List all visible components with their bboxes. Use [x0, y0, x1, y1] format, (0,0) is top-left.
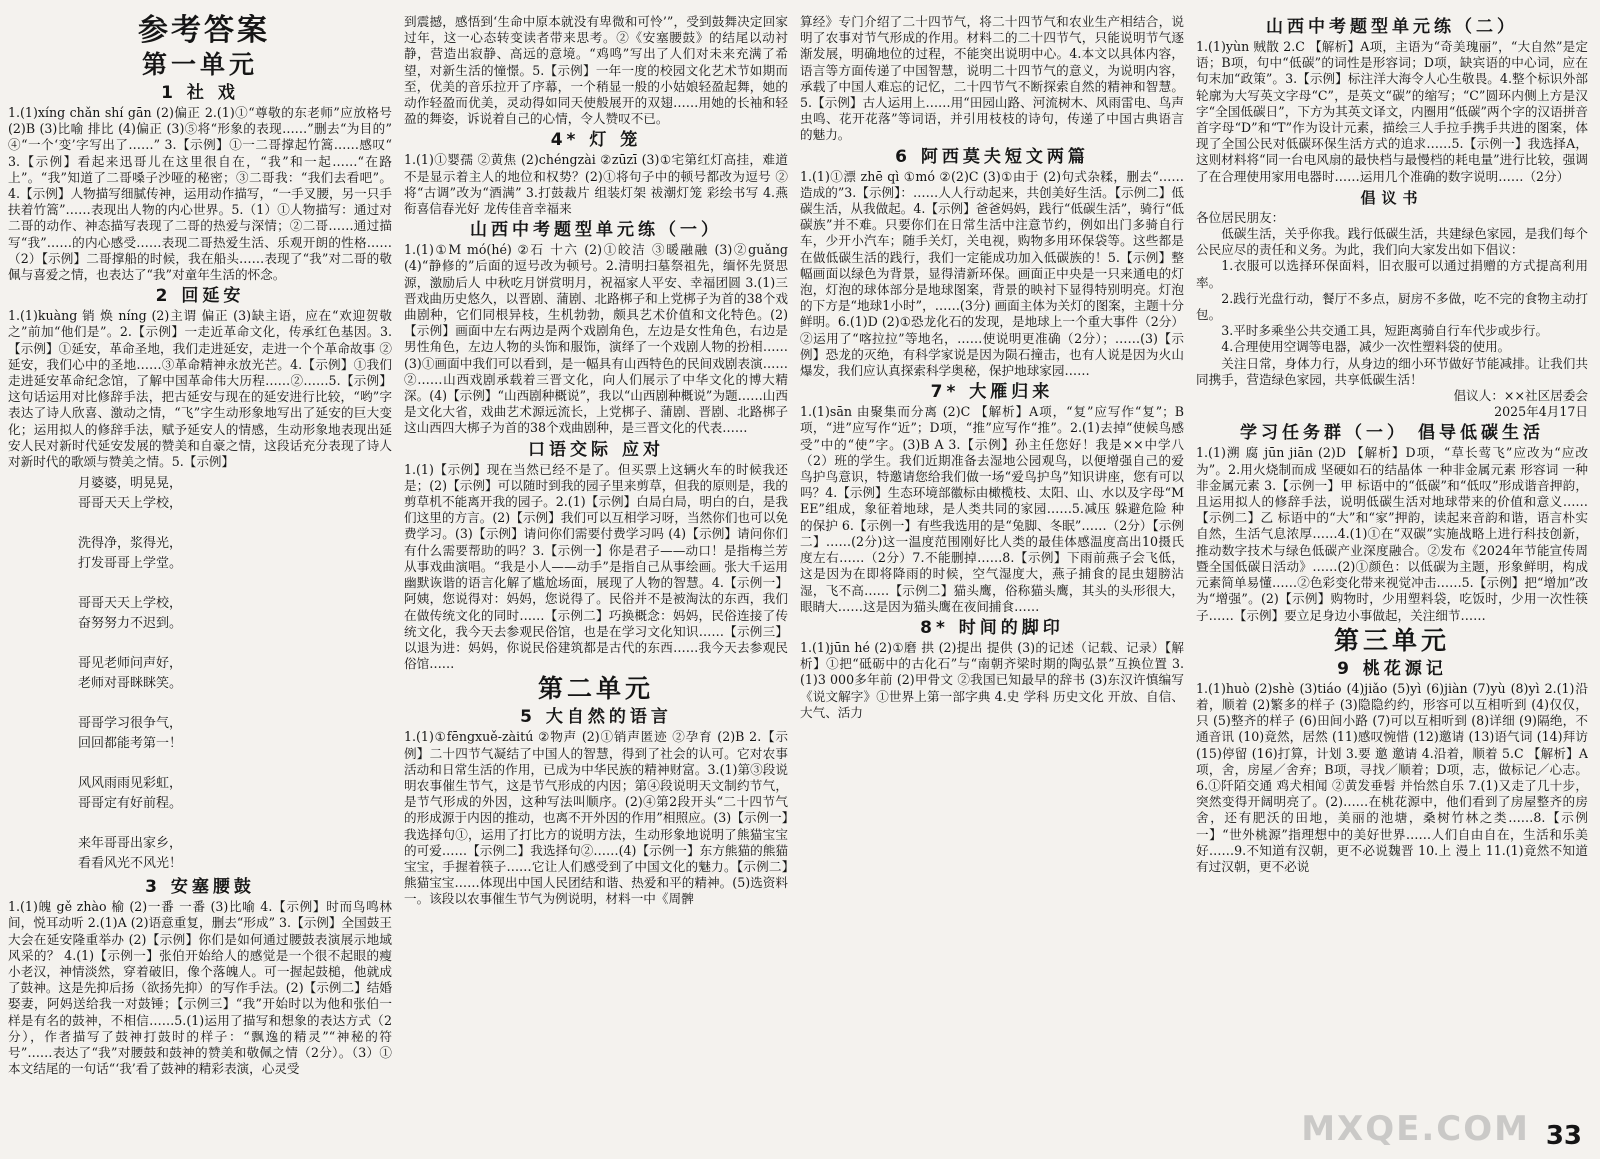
- answer-text: 1.(1)kuàng 销 焕 níng (2)主谓 偏正 (3)缺主语，应在“欢迎贺敬之”前加“他们是”。2.【示例】一走近革命文化，传承红色基因。3.【示例】①延安，革命圣地，我们走进延安，走进一个个革命故事 ②延安，我们心中的圣地……③革命精神永放光芒。4.【示例】①我们走进延安革命纪念馆，了解中国革命伟大历程……②……5.【示例】这句话运用对比修辞手法，把古延安与现在的延安进行比较，“哟”字表达了诗人欣喜、激动之情，“飞”字生动形象地写出了延安的巨大变化；运用拟人的修辞手法，赋予延安人的情感，生动形象地表现出延安人民对新时代延安发展的赞美和自豪之情，这段话充分表现了诗人对新时代的歌颂与赞美之情。5.【示例】: [8, 308, 392, 470]
- lesson-title: 8* 时间的脚印: [920, 617, 1064, 638]
- letter-paragraph: 低碳生活，关乎你我。践行低碳生活，共建绿色家园，是我们每个公民应尽的责任和义务。为此，我们向大家发出如下倡议：: [1196, 226, 1588, 258]
- page-number: 33: [1545, 1121, 1582, 1151]
- answer-text: 1.(1)①M mó(hé) ②石 十六 (2)①皎洁 ③暖融融 (3)②guǎng (4)“静修的”后面的逗号改为顿号。2.清明扫墓祭祖先，缅怀先贤思源，激励后人 中秋吃月饼赏明月，祝福家人平安、幸福团圆 3.(1)三晋戏曲历史悠久，以晋剧、蒲剧、北路梆子和上党梆子为首的38个戏曲剧种，它们同根异枝，生机勃勃，颇具艺术价值和文化特色。(2)【示例】画面中左右两边是两个戏剧角色，左边是女性角色，右边是男性角色，左边人物的头饰和服饰，演绎了一个戏剧人物的扮相……(3)①画面中我们可以看到，是一幅具有山西特色的民间戏剧表演……②……山西戏剧承载着三晋文化，向人们展示了中华文化的博大精深。(4)【示例】“山西剧种概说”，我以“山西剧种概说”为题……山西是文化大省，戏曲艺术源远流长，上党梆子、蒲剧、晋剧、北路梆子这山西四大梆子为首的38个戏曲剧种，是三晋文化的代表……: [404, 242, 788, 436]
- letter-paragraph: 4.合理使用空调等电器，减少一次性塑料袋的使用。: [1221, 339, 1511, 355]
- column-4: [1196, 14, 1588, 1144]
- answer-text: 1.(1)①漂 zhē qì ①mó ②(2)C (3)①由于 (2)句式杂糅，删去“……造成的”3.【示例】：……人人行动起来，共创美好生活。【示例二】低碳生活，从我做起。4.【示例】爸爸妈妈，践行“低碳生活”，骑行“低碳族”并不难。只要你们在日常生活中注意节约，例如出门多骑自行车，少开小汽车；随手关灯，关电视，购物多用环保袋等。这些都是在做低碳生活的践行，我们一定能成功加入低碳族的！5.【示例】整幅画面以绿色为背景，显得清新环保。画面正中央是一只来通电的灯泡，灯泡的球体部分是地球图案，背景的映衬下显得特别明亮。灯泡的下方是“地球1小时”，……(3分) 画面主体为关灯的图案，主题十分鲜明。6.(1)D (2)①恐龙化石的发现，是地球上一个重大事件（2分）②运用了“喀拉拉”等地名，……使说明更准确（2分）；……(3)【示例】恐龙的灭绝，有科学家说是因为陨石撞击，也有人说是因为火山爆发，我们应认真探索科学奥秘，保护地球家园……: [800, 168, 1184, 379]
- answer-text: 1.(1)sān 由聚集而分离 (2)C 【解析】A项，“复”应写作“复”；B项，“进”应写作“近”；D项，“推”应写作“推”。2.(1)去掉“使候鸟感受”中的“使”字。(3)B A 3.【示例】孙主任您好！我是××中学八（2）班的学生。我们近期准备去湿地公园观鸟，以便增强自己的爱鸟护鸟意识，特邀请您给我们做一场“爱鸟护鸟”知识讲座，您有可以吗？4.【示例】生态环境部徽标由橄榄枝、太阳、山、水以及字母“MEE”组成，象征着地球，是人类共同的家园……5.减压 躲避危险 种的保护 6.【示例一】有些我选用的是“兔脚、冬眠”……（2分）【示例二】……(2分)这一温度范围刚好比人类的最佳体感温度高出10摄氏度左右……（2分）7.不能删掉……8.【示例】下雨前燕子会飞低，这是因为在即将降雨的时候，空气湿度大，燕子捕食的昆虫翅膀沾湿，飞不高……【示例二】猫头鹰，俗称猫头鹰，其头的头形很大，眼睛大……这是因为猫头鹰在夜间捕食……: [800, 404, 1184, 614]
- answer-text: 到震撼，感悟到‘生命中原本就没有卑微和可怜’”，受到鼓舞决定回家过年，这一心态转变读者带来思考。②《安塞腰鼓》的结尾以动衬静，营造出寂静、高远的意境。“鸡鸣”写出了人们对未来充满了希望，对新生活的憧憬。5.【示例】一年一度的校园文化艺术节如期而至，优美的音乐拉开了序幕，一个稍显一般的小姑娘轻盈起舞，她的动作轻盈而优美，灵动得如同天使般展开的双翅……用她的长袖和轻盈的舞姿，诉说着自己的心情，令人赞叹不已。: [404, 14, 788, 127]
- unit-title: 第一单元: [141, 50, 258, 79]
- letter-date: 2025年4月17日: [1494, 404, 1588, 420]
- answer-text: 1.(1)①婴孺 ②黄焦 (2)chéngzài ②zūzī (3)①宅第红灯高挂，难道不是显示着主人的地位和权势？(2)①将句子中的顿号都改为逗号 ②将“古调”改为“酒满” 3.打鼓裁片 组装灯架 祓潮灯笼 彩绘书写 4.燕衔喜信春光好 龙传佳音幸福来: [404, 152, 788, 217]
- section-title: 山西中考题型单元练（一）: [470, 220, 722, 241]
- lesson-title: 7* 大雁归来: [930, 382, 1054, 403]
- unit-title: 第三单元: [1333, 625, 1450, 655]
- column-3: [800, 14, 1184, 1144]
- letter-paragraph: 3.平时多乘坐公共交通工具，短距离骑自行车代步或步行。: [1221, 323, 1549, 339]
- answer-text: 1.(1)①fēngxuě-zàitú ②物声 (2)①销声匿迹 ②孕育 (2)B 2.【示例】二十四节气凝结了中国人的智慧，得到了社会的认可。它对农事活动和日常生活的作用，已成为中华民族的精神财富。3.(1)第③段说明农事催生节气，这是节气形成的内因；第④段说明天文制约节气，是节气形成的外因，这种写法叫顺序。(2)④第2段开头“二十四节气的形成源于内因的推动，也离不开外因的作用”相照应。(3)【示例一】我选择句①，运用了打比方的说明方法，生动形象地说明了熊猫宝宝的可爱……【示例二】我选择句②……(4)【示例一】东方熊猫的熊猫宝宝，手握着筷子……它让人们感受到了中国文化的魅力。【示例二】熊猫宝宝……体现出中国人民团结和谐、热爱和平的精神。(5)选资料一。该段以农事催生节气为例说明，材料一中《周髀: [404, 729, 788, 907]
- lesson-title: 3 安塞腰鼓: [145, 877, 255, 898]
- answer-text: 算经》专门介绍了二十四节气，将二十四节气和农业生产相结合，说明了农事对节气形成的作用。材料二的二十四节气，只能说明节气逐渐发展，明确地位的过程，不能突出说明中心。4.本文以具体内容，语言等方面传递了中国智慧，说明二十四节气的意义，为说明内容，承载了中国人难忘的记忆，二十四节气不断探索自然的精神和智慧。5.【示例】古人运用上……用“田园山路、河流树木、风雨雷电、鸟声虫鸣、花开花落”等词语，并引用枝枝的诗句，传递了中国古典语言的魅力。: [800, 14, 1184, 143]
- lesson-title: 2 回延安: [155, 286, 245, 307]
- letter-paragraph: 1.衣服可以选择环保面料，旧衣服可以通过捐赠的方式提高利用率。: [1196, 258, 1588, 290]
- answer-text: 1.(1)xíng chǎn shí gān (2)偏正 2.(1)①“尊敬的东老师”应放格号 (2)B (3)比喻 排比 (4)偏正 (3)⑤将“形象的表现……”删去“为目的” ④“一个‘变’字写出了……” 3.【示例】①一二哥撑起竹篙……感叹“ 3.【示例】看起来迅哥儿在这里很自在，“我”和一起……“在路上”。“我”知道了二哥嗓子沙哑的秘密；③二哥我：“我们去看吧”。4.【示例】人物描写细腻传神，运用动作描写，“一手叉腰，另一只手扶着竹篙”……表现出人物的内心世界。5.（1）①人物描写：通过对二哥的动作、神态描写表现了二哥的热爱与深情；②二哥……通过描写“我”……的内心感受……表现二哥热爱生活、乐观开朗的性格……（2）【示例】二哥撑船的时候，我在船头……表现了“我”对二哥的敬佩与喜爱之情，也表达了“我”对童年生活的怀念。: [8, 105, 392, 283]
- column-2: [404, 14, 788, 1144]
- answer-text: 1.(1)huò (2)shè (3)tiáo (4)jiǎo (5)yì (6)jiàn (7)yù (8)yì 2.(1)沿着，顺着 (2)繁多的样子 (3)隐隐约约，形容可以互相听到 (4)仅仅，只 (5)整齐的样子 (6)田间小路 (7)可以互相听到 (8)详细 (9)隔绝，不通音讯 (10)竟然，居然 (11)感叹惋惜 (12)邀请 (13)语气词 (14)拜访 (15)停留 (16)打算，计划 3.要 邀 邀请 4.沿着，顺着 5.C 【解析】A项，舍，房屋／舍弃；B项，寻找／顺着；D项，志，做标记／心志。6.①阡陌交通 鸡犬相闻 ②黄发垂髫 并怡然自乐 7.(1)又走了几十步，突然变得开阔明亮了。(2)……在桃花源中，他们看到了房屋整齐的房舍，还有肥沃的田地，美丽的池塘，桑树竹林之类……8.【示例一】“世外桃源”指理想中的美好世界……人们自由自在，生活和乐美好……9.不知道有汉朝，更不必说魏晋 10.上 漫上 11.(1)竟然不知道有过汉朝，更不必说: [1196, 680, 1588, 874]
- answer-text: 1.(1)溯 腐 jūn jiān (2)D 【解析】D项，“草长莺飞”应改为“应改为”。2.用火烧制而成 坚硬如石的结晶体 一种非金属元素 形容词 一种非金属元素 3.【示例一】甲 标语中的“低碳”和“低叹”形成谐音押韵，且运用拟人的修辞手法，说明低碳生活对地球带来的价值和意义……【示例二】乙 标语中的“大”和“家”押韵，读起来音韵和谐，语言朴实自然，生活气息浓厚……4.(1)①在“双碳”实施战略上进行科技创新，推动数字技术与绿色低碳产业深度融合。②发布《2024年节能宣传周暨全国低碳日活动》……(2)①颜色：以低碳为主题，形象鲜明，构成元素简单易懂……②色彩变化带来视觉冲击……5.【示例】把“增加”改为“增强”。(2)【示例】购物时，少用塑料袋，吃饭时，少用一次性筷子……【示例】要立足身边小事做起，关注细节……: [1196, 445, 1588, 623]
- answer-text: 1.(1)jūn hé (2)①磨 拱 (2)提出 提供 (3)的记述（记载、记录）【解析】①把“砥砺中的古化石”与“南朝齐梁时期的陶弘景”互换位置 3.(1)3 000多年前 (2)甲骨文 ②我国已知最早的辞书 (3)东汉许慎编写《说文解字》①世界上第一部字典 4.史 学科 历史文化 开放、自信、大气、活力: [800, 639, 1184, 720]
- page-title: 参考答案: [138, 14, 270, 48]
- unit-title: 第二单元: [537, 674, 654, 704]
- watermark: MXQE.COM: [1301, 1109, 1530, 1149]
- letter-signature: 倡议人：××社区居委会: [1453, 388, 1588, 404]
- letter-title: 倡议书: [1360, 188, 1424, 207]
- answer-text: 1.(1)魄 gě zhào 榆 (2)一番 一番 (3)比喻 4.【示例】时而鸟鸣林间，悦耳动听 2.(1)A (2)语意重复，删去“形成” 3.【示例】全国鼓王大会在延安隆重举办 (2)【示例】你们是如何通过腰鼓表演展示地域风采的？ 4.(1)【示例一】张伯开始给人的感觉是一个很不起眼的瘦小老汉，神情淡然，穿着破旧，像个落魄人。可一握起鼓槌，他就成了鼓神。这是先抑后扬（欲扬先抑）的写作手法。(2)【示例二】结婚娶妻，阿妈送给我一对鼓锤；【示例三】“我”开始时以为他和张伯一样是有名的鼓神，不相信……5.(1)运用了描写和想象的表达方式（2分），作者描写了鼓神打鼓时的样子：“飘逸的精灵”“神秘的符号”……表达了“我”对腰鼓和鼓神的赞美和敬佩之情（2分）。（3）①本文结尾的一句话“‘我’看了鼓神的精彩表演，心灵受: [8, 899, 392, 1077]
- section-title: 山西中考题型单元练（二）: [1266, 17, 1518, 37]
- lesson-title: 5 大自然的语言: [520, 707, 672, 728]
- lesson-title: 1 社 戏: [161, 83, 239, 103]
- column-1: [8, 14, 392, 1144]
- answer-text: 1.(1)yùn 贼散 2.C 【解析】A项，主语为“奇美瑰丽”，“大自然”是定语；B项，句中“低碳”的词性是形容词；D项，缺宾语的中心词，应在句末加“政策”。3.【示例】标注洋大海令人心生敬畏。4.整个标识外部轮廓为大写英文字母“C”，是英文“碳”的缩写；“C”圆环内侧上方是汉字“全国低碳日”，下方为其英文译文，内圈用“低碳”两个字的汉语拼音首字母“D”和“T”作为设计元素，描绘三人手拉手携手共进的图案，体现了全国公民对低碳环保生活方式的追求……5.【示例一】我选择A，这则材料将“同一台电风扇的最快档与最慢档的耗电量”进行比较，强调了在合理使用家用电器时……运用几个准确的数字说明……（2分）: [1196, 39, 1588, 184]
- lesson-title: 9 桃花源记: [1337, 658, 1447, 679]
- poem: 月婆婆，明晃晃， 哥哥天天上学校， 洗得净，浆得光， 打发哥哥上学堂。 哥哥天天上学校， 奋努努力不迟到。 哥见老师问声好， 老师对哥眯眯笑。 哥哥学习很争气， 回回都能考第一！ 风风雨雨见彩虹， 哥哥定有好前程。 来年哥哥出家乡， 看看风光不风光！: [78, 476, 183, 872]
- lesson-title: 6 阿西莫夫短文两篇: [895, 146, 1089, 167]
- answer-text: 1.(1)【示例】现在当然已经不是了。但买票上这辆火车的时候我还是；(2)【示例】可以随时到我的园子里来剪草，但我的原则是，我的剪草机不能离开我的园子。2.(1)【示例】白局白局，明白的白，是我们这里的方言。(2)【示例】我们可以互相学习呀，当然你们也可以免费学习。(3)【示例】请问你们需要付费学习吗 (4)【示例】请问你们有什么需要帮助的吗？3.【示例一】你是君子——动口！是指梅兰芳从事戏曲演唱。“我是小人——动手”是指自己从事绘画。张大千运用幽默诙谐的语言化解了尴尬场面，展现了人物的智慧。4.【示例一】阿姨，您说得对：妈妈，您说得了。民俗并不是被淘汰的东西，我们在做传统文化的同时……【示例二】巧换概念：妈妈，民俗连接了传统文化，我今天去参观民俗馆，也是在学习文化知识……【示例三】以退为进：妈妈，你说民俗建筑都是古代的东西……我今天去参观民俗馆……: [404, 461, 788, 672]
- letter-greeting: 各位居民朋友：: [1196, 209, 1285, 225]
- letter-paragraph: 关注日常，身体力行，从身边的细小环节做好节能减排。让我们共同携手，营造绿色家园，共享低碳生活！: [1196, 355, 1588, 387]
- section-title: 口语交际 应对: [528, 439, 664, 460]
- section-title: 学习任务群（一） 倡导低碳生活: [1240, 423, 1544, 444]
- lesson-title: 4* 灯 笼: [550, 130, 642, 151]
- letter-paragraph: 2.践行光盘行动，餐厅不多点，厨房不多做，吃不完的食物主动打包。: [1196, 290, 1588, 323]
